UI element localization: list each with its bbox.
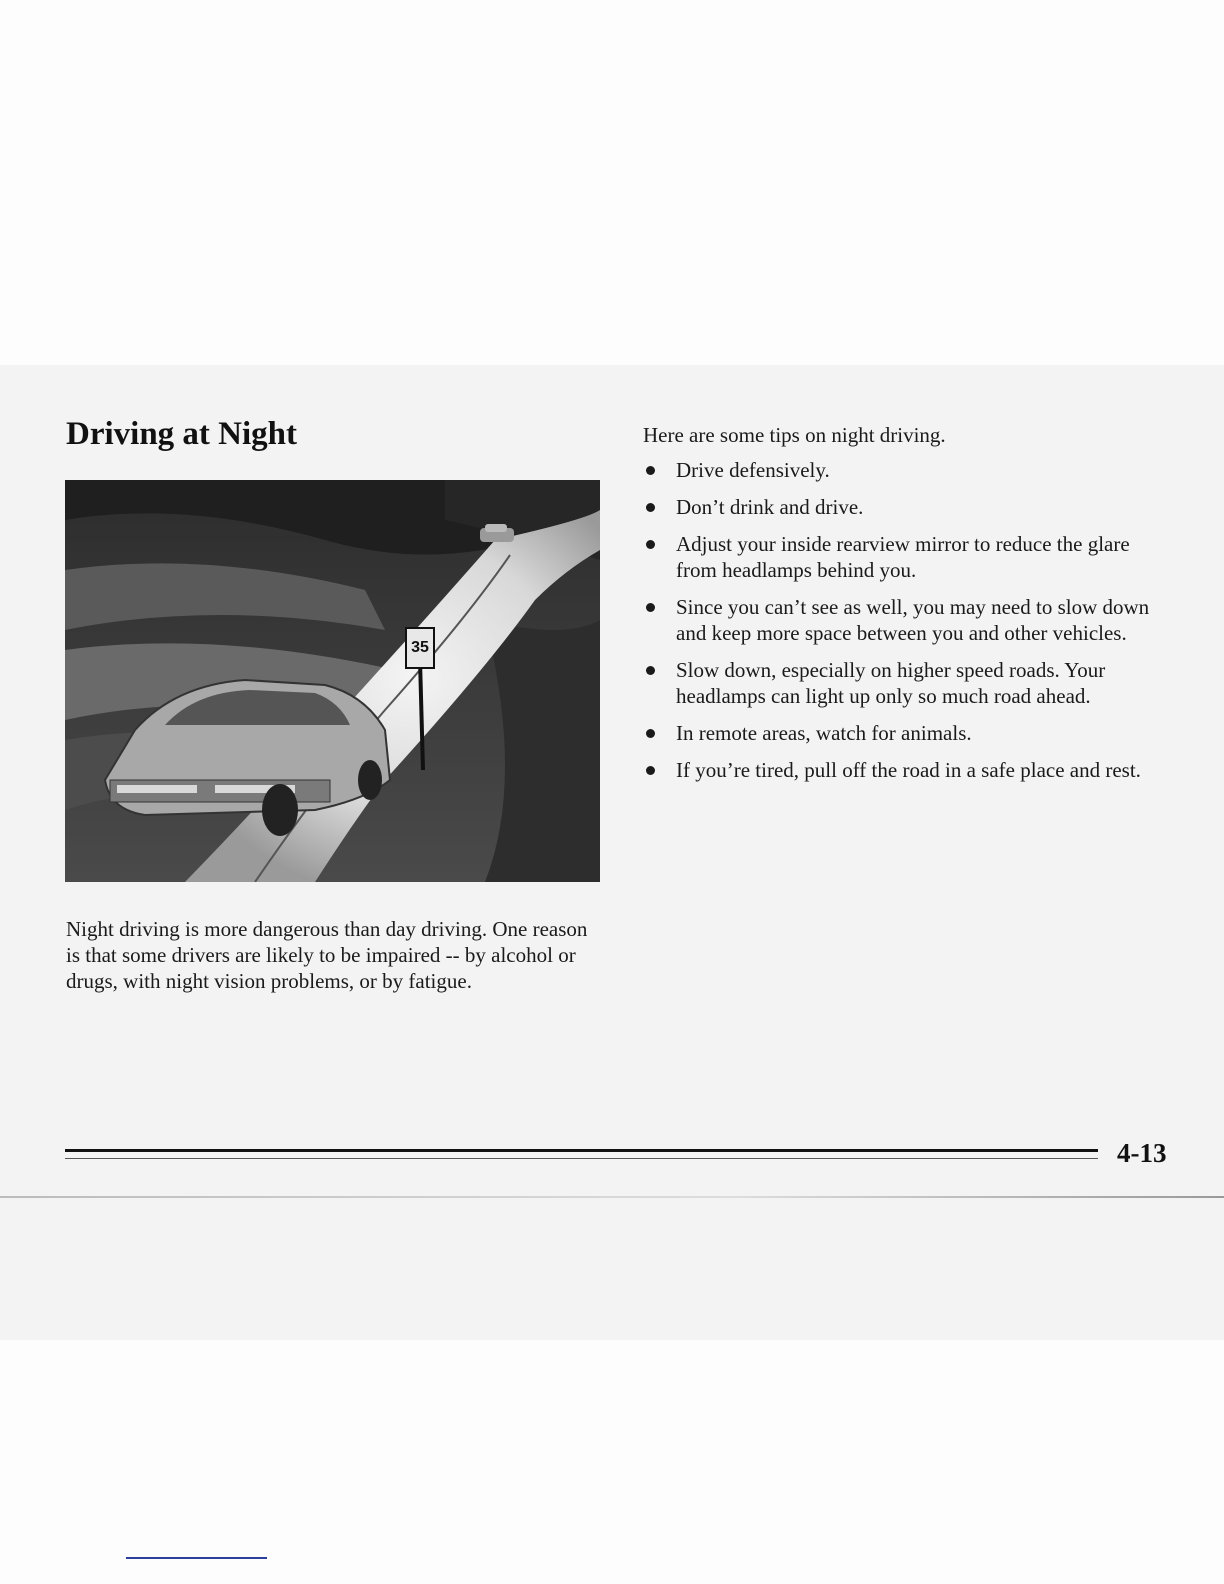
divider (0, 1196, 1224, 1198)
list-item (643, 457, 1173, 483)
bullet-icon (646, 766, 655, 775)
tip-text: Adjust your inside rearview mirror to reduce the glare from headlamps behind you. (676, 532, 1130, 582)
bullet-icon (646, 503, 655, 512)
list-item (643, 494, 1173, 520)
tip-text: Drive defensively. (676, 458, 830, 482)
list-item (643, 757, 1173, 783)
night-driving-illustration (65, 480, 600, 882)
footer-mark (126, 1557, 267, 1559)
page-number: 4-13 (1117, 1138, 1167, 1168)
tip-text: Don’t drink and drive. (676, 495, 864, 519)
intro-paragraph: Night driving is more dangerous than day driving. One reason is that some drivers are likely to be impaired -- by alcohol or drugs, with night vision problems, or by fatigue. (66, 917, 588, 993)
tip-text: In remote areas, watch for animals. (676, 721, 972, 745)
list-item (643, 720, 1173, 746)
list-item (643, 657, 1173, 709)
tip-text: Since you can’t see as well, you may need to slow down and keep more space between you and other vehicles. (676, 595, 1150, 645)
tips-intro: Here are some tips on night driving. (643, 423, 946, 447)
bullet-icon (646, 666, 655, 675)
footer-rule-thin (65, 1158, 1098, 1159)
bullet-icon (646, 540, 655, 549)
speed-sign-number: 35 (411, 639, 429, 656)
bullet-icon (646, 466, 655, 475)
list-item (643, 594, 1173, 646)
bullet-icon (646, 729, 655, 738)
footer-rule-thick (65, 1149, 1098, 1152)
tip-text: Slow down, especially on higher speed roads. Your headlamps can light up only so much road ahead. (676, 658, 1106, 708)
tips-list (643, 457, 1173, 794)
page-title: Driving at Night (66, 416, 297, 452)
tip-text: If you’re tired, pull off the road in a safe place and rest. (676, 758, 1141, 782)
bullet-icon (646, 603, 655, 612)
list-item (643, 531, 1173, 583)
